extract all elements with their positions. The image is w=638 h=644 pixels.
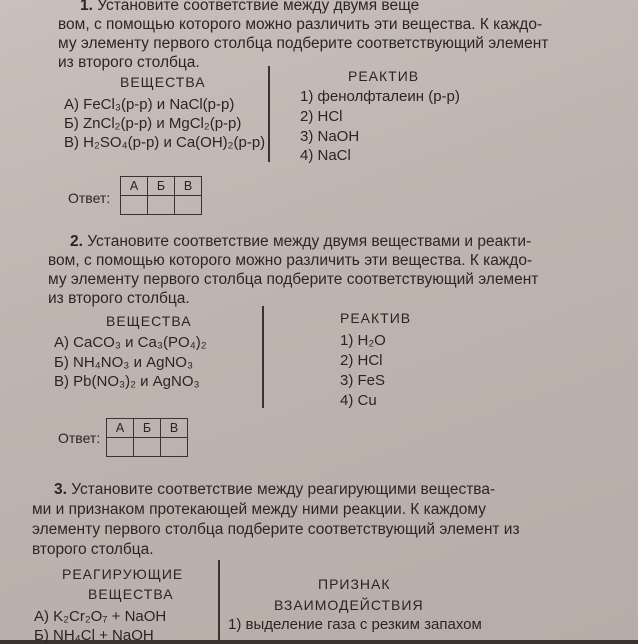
task2-text-1: Установите соответствие между двумя веществами и реакти- bbox=[87, 233, 532, 250]
task2-answer-cell-c[interactable] bbox=[161, 438, 188, 457]
task3-text-3: элементу первого столбца подберите соответствующий элемент из bbox=[32, 521, 520, 538]
task1-answer-col-a: А bbox=[121, 177, 148, 196]
task2-answer-table bbox=[106, 418, 188, 457]
task1-answer-cell-b[interactable] bbox=[148, 196, 175, 215]
task3-substance-b: Б) NH₄Cl + NaOH bbox=[34, 627, 154, 644]
task1-reagent-4: 4) NaCl bbox=[300, 147, 351, 164]
task3-text-4: второго столбца. bbox=[32, 541, 154, 558]
task1-answer-table bbox=[120, 176, 202, 215]
task1-text-1: Установите соответствие между двумя веще bbox=[97, 0, 420, 14]
task2-left-header: ВЕЩЕСТВА bbox=[106, 313, 192, 329]
task1-answer-cell-c[interactable] bbox=[175, 196, 202, 215]
task1-number: 1. bbox=[80, 0, 93, 14]
task2-reagent-1: 1) H₂O bbox=[340, 332, 386, 349]
task1-reagent-3: 3) NaOH bbox=[300, 128, 360, 145]
task2-divider bbox=[262, 306, 264, 408]
task2-text-3: му элементу первого столбца подберите соответствующий элемент bbox=[48, 271, 539, 288]
task3-sign-1: 1) выделение газа с резким запахом bbox=[228, 616, 482, 633]
task3-line1 bbox=[54, 480, 574, 499]
task1-answer-label: Ответ: bbox=[68, 190, 111, 206]
task3-text-1: Установите соответствие между реагирующими вещества- bbox=[71, 481, 496, 498]
task1-substance-c: В) H₂SO₄(р-р) и Ca(OH)₂(р-р) bbox=[64, 134, 266, 151]
task2-answer-label: Ответ: bbox=[58, 430, 101, 446]
task1-answer-col-b: Б bbox=[148, 177, 175, 196]
task2-answer-cell-b[interactable] bbox=[134, 438, 161, 457]
task3-right-header-2: ВЗАИМОДЕЙСТВИЯ bbox=[274, 597, 424, 613]
task2-answer-col-a: А bbox=[107, 419, 134, 438]
task1-substance-b: Б) ZnCl₂(р-р) и MgCl₂(р-р) bbox=[64, 115, 242, 132]
task3-left-header-1: РЕАГИРУЮЩИЕ bbox=[62, 566, 184, 582]
task1-text-4: из второго столбца. bbox=[58, 54, 200, 71]
task2-line1 bbox=[70, 232, 590, 251]
task1-text-3: му элементу первого столбца подберите соответствующий элемент bbox=[58, 35, 549, 52]
task1-substance-a: А) FeCl₃(р-р) и NaCl(р-р) bbox=[64, 96, 235, 113]
task2-substance-c: В) Pb(NO₃)₂ и AgNO₃ bbox=[54, 373, 200, 390]
task3-left-header-2: ВЕЩЕСТВА bbox=[88, 586, 174, 602]
task2-substance-a: А) CaCO₃ и Ca₃(PO₄)₂ bbox=[54, 334, 207, 351]
worksheet bbox=[22, 0, 622, 644]
task2-answer-cell-a[interactable] bbox=[107, 438, 134, 457]
task2-number: 2. bbox=[70, 233, 83, 250]
task2-reagent-3: 3) FeS bbox=[340, 372, 386, 389]
task3-text-2: ми и признаком протекающей между ними реакции. К каждому bbox=[32, 501, 487, 518]
task2-reagent-4: 4) Cu bbox=[340, 392, 377, 409]
task2-substance-b: Б) NH₄NO₃ и AgNO₃ bbox=[54, 354, 194, 371]
task1-answer-cell-a[interactable] bbox=[121, 196, 148, 215]
task2-text-2: вом, с помощью которого можно различить эти вещества. К каждо- bbox=[48, 252, 533, 269]
task2-right-header: РЕАКТИВ bbox=[340, 310, 412, 326]
task2-text-4: из второго столбца. bbox=[48, 290, 190, 307]
task1-left-header: ВЕЩЕСТВА bbox=[120, 74, 206, 90]
task1-text-2: вом, с помощью которого можно различить эти вещества. К каждо- bbox=[58, 16, 543, 33]
task2-answer-col-b: Б bbox=[134, 419, 161, 438]
task1-answer-col-c: В bbox=[175, 177, 202, 196]
task1-reagent-1: 1) фенолфталеин (р-р) bbox=[300, 88, 460, 105]
task1-divider bbox=[268, 66, 270, 162]
task2-answer-col-c: В bbox=[161, 419, 188, 438]
task3-right-header-1: ПРИЗНАК bbox=[318, 576, 391, 592]
task3-number: 3. bbox=[54, 481, 67, 498]
task3-divider bbox=[218, 560, 220, 640]
task1-line1 bbox=[80, 0, 600, 15]
task2-reagent-2: 2) HCl bbox=[340, 352, 383, 369]
task1-reagent-2: 2) HCl bbox=[300, 108, 343, 125]
task3-substance-a: А) K₂Cr₂O₇ + NaOH bbox=[34, 608, 167, 625]
task1-right-header: РЕАКТИВ bbox=[348, 68, 420, 84]
